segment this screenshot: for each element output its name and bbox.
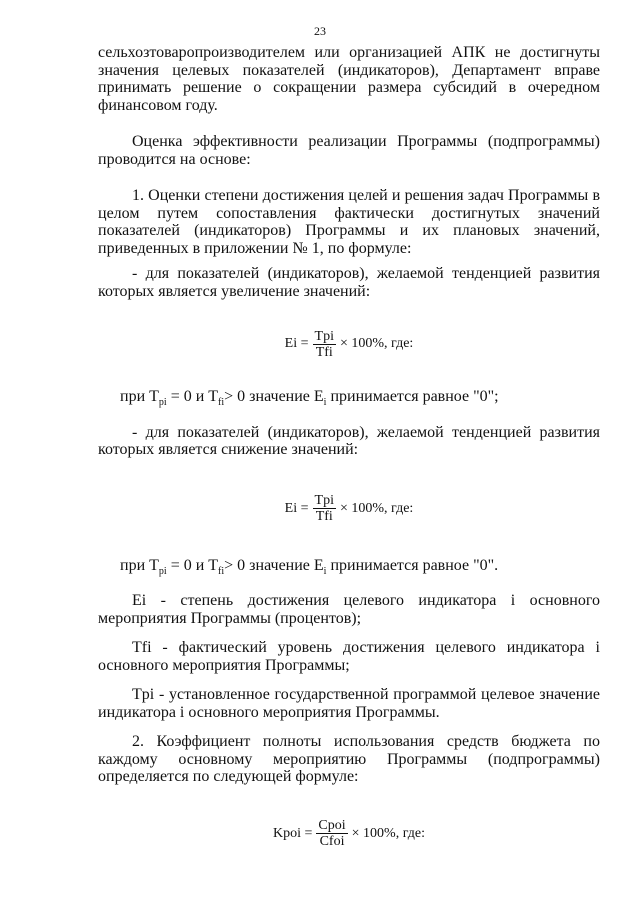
paragraph-increase-indicators: - для показателей (индикаторов), желаемой тенденцией развития которых является увеличение значений: [98,265,600,300]
fraction-denominator: Tfi [315,344,333,360]
fraction-numerator: Tpi [314,328,334,344]
paragraph-goal-assessment: 1. Оценки степени достижения целей и решения задач Программы в целом путем сопоставления фактически достигнутых значений показателей (индикаторов) Программы и их плановых значений, приведенных в приложении № 1, по формуле: [98,187,600,257]
formula-rhs: × 100%, где: [339,336,414,352]
fraction [313,329,336,360]
condition-text: принимается равное "0"; [326,388,499,405]
document-body [98,44,600,864]
subscript: i [323,397,327,409]
fraction-denominator: Tfi [315,509,333,525]
formula-budget [98,804,600,864]
fraction-numerator: Tpi [314,493,334,509]
paragraph-budget-coefficient: 2. Коэффициент полноты использования средств бюджета по каждому основному мероприятию Программы (подпрограммы) определяется по следующей формуле: [98,733,600,786]
subscript: pi [158,565,167,577]
fraction-numerator: Cpoi [318,818,346,834]
formula-decrease [98,479,600,539]
formula-rhs: × 100%, где: [351,826,425,842]
paragraph-subsidy-reduction: сельхозтоваропроизводителем или организацией АПК не достигнуты значения целевых показателей (индикаторов), Департамент вправе принимать решение о сокращении размера субсидий в очередном финансовом году. [98,44,600,114]
subscript: i [323,565,327,577]
paragraph-decrease-indicators: - для показателей (индикаторов), желаемой тенденцией развития которых является снижение значений: [98,423,600,459]
condition-text: = 0 и T [166,556,219,574]
formula-rhs: × 100%, где: [339,500,414,516]
fraction [316,818,347,849]
subscript: fi [218,565,225,577]
subscript: pi [158,397,167,409]
condition-text: принимается равное "0". [326,556,499,574]
formula-lhs: Kpoi = [273,826,313,842]
definition-ei: Ei - степень достижения целевого индикатора i основного мероприятия Программы (процентов); [98,592,600,627]
definition-tfi: Tfi - фактический уровень достижения целевого индикатора i основного мероприятия Программы; [98,639,600,674]
condition-text: > 0 значение E [224,556,324,574]
condition-text: при T [120,388,159,405]
condition-text: > 0 значение E [224,388,324,405]
fraction-denominator: Cfoi [319,834,345,850]
condition-text: = 0 и T [166,388,219,405]
subscript: fi [218,397,225,409]
condition-text: при T [120,556,159,574]
formula-increase [98,314,600,374]
definition-tpi: Tpi - установленное государственной программой целевое значение индикатора i основного мероприятия Программы. [98,686,600,721]
fraction [313,493,336,524]
formula-lhs: Ei = [284,336,309,352]
paragraph-evaluation-basis: Оценка эффективности реализации Программы (подпрограммы) проводится на основе: [98,133,600,168]
formula-lhs: Ei = [284,500,309,516]
condition-zero-2 [98,557,600,581]
page-number: 23 [314,24,326,38]
condition-zero-1 [98,388,600,412]
